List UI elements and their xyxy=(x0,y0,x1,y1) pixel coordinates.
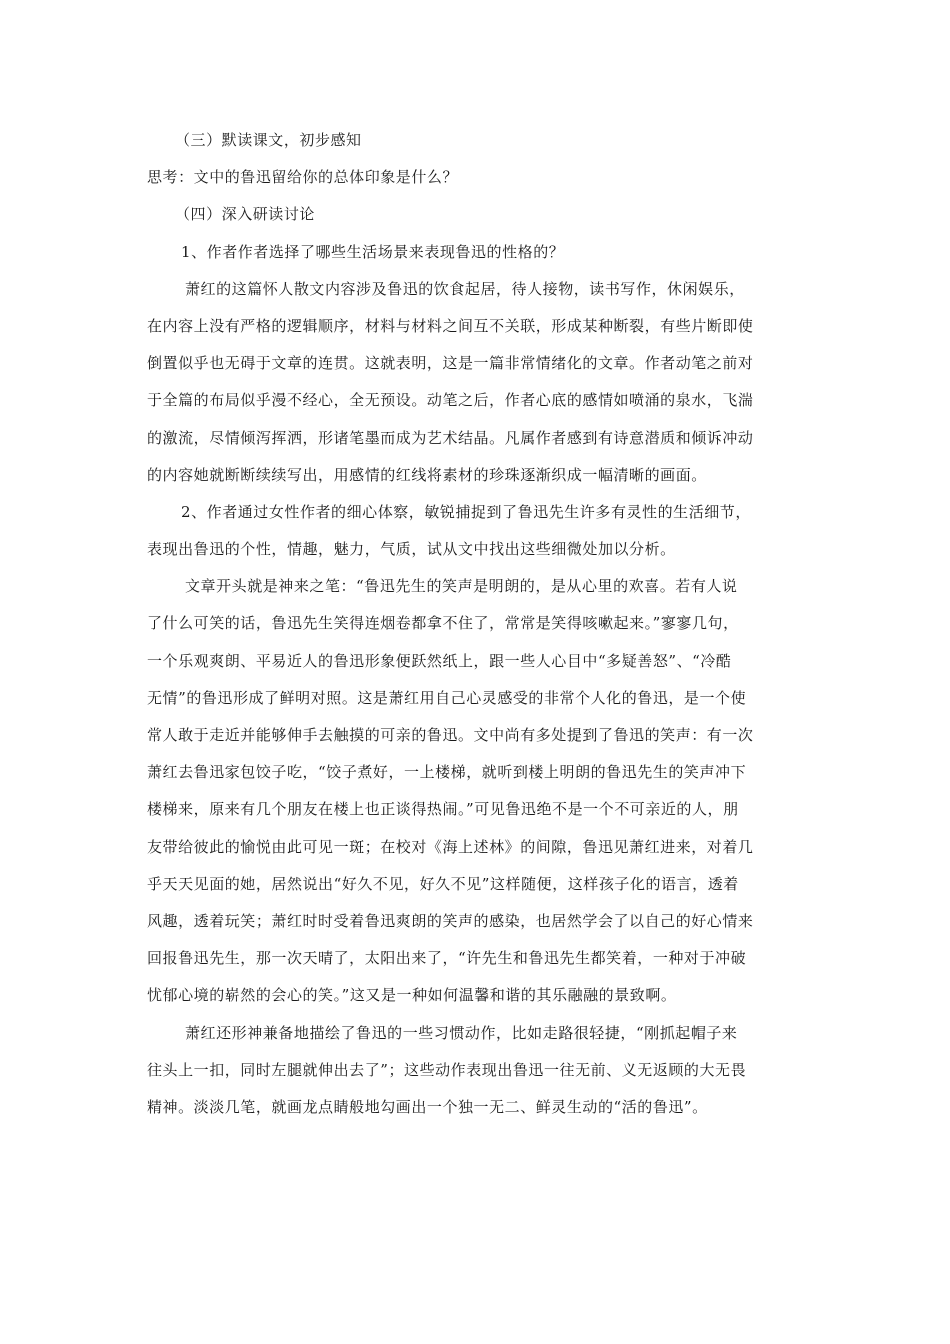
section3-heading: （三）默读课文，初步感知 xyxy=(175,131,362,149)
question-2 xyxy=(147,494,807,568)
paragraph-line: 萧红去鲁迅家包饺子吃，“饺子煮好，一上楼梯，就听到楼上明朗的鲁迅先生的笑声冲下 xyxy=(147,763,747,782)
paragraph-1 xyxy=(147,271,807,494)
paragraph-line: 风趣，透着玩笑；萧红时时受着鲁迅爽朗的笑声的感染，也居然学会了以自己的好心情来 xyxy=(147,911,754,930)
paragraph-line: 文章开头就是神来之笔：“鲁迅先生的笑声是明朗的，是从心里的欢喜。若有人说 xyxy=(185,577,738,596)
paragraph-line: 的内容她就断断续续写出，用感情的红线将素材的珍珠逐渐织成一幅清晰的画面。 xyxy=(147,465,707,484)
paragraph-line: 于全篇的布局似乎漫不经心，全无预设。动笔之后，作者心底的感情如喷涌的泉水，飞湍 xyxy=(147,391,754,410)
paragraph-line: 楼梯来，原来有几个朋友在楼上也正谈得热闹。”可见鲁迅绝不是一个不可亲近的人，朋 xyxy=(147,800,739,819)
paragraph-line: 的激流，尽情倾泻挥洒，形诸笔墨而成为艺术结晶。凡属作者感到有诗意潜质和倾诉冲动 xyxy=(147,428,754,447)
paragraph-line: 萧红还形神兼备地描绘了鲁迅的一些习惯动作，比如走路很轻捷，“刚抓起帽子来 xyxy=(185,1023,738,1042)
question-line: 表现出鲁迅的个性，情趣，魅力，气质，试从文中找出这些细微处加以分析。 xyxy=(147,540,676,559)
paragraph-line: 无情”的鲁迅形成了鲜明对照。这是萧红用自己心灵感受的非常个人化的鲁迅，是一个使 xyxy=(147,688,747,707)
paragraph-2 xyxy=(147,568,807,1014)
section4-heading: （四）深入研读讨论 xyxy=(175,205,315,224)
paragraph-line: 往头上一扣，同时左腿就伸出去了”；这些动作表现出鲁迅一往无前、义无返顾的大无畏 xyxy=(147,1060,747,1079)
paragraph-line: 倒置似乎也无碍于文章的连贯。这就表明，这是一篇非常情绪化的文章。作者动笔之前对 xyxy=(147,354,754,373)
paragraph-line: 回报鲁迅先生，那一次天晴了，太阳出来了，“许先生和鲁迅先生都笑着，一种对于冲破 xyxy=(147,949,747,968)
paragraph-line: 了什么可笑的话，鲁迅先生笑得连烟卷都拿不住了，常常是笑得咳嗽起来。”寥寥几句， xyxy=(147,614,739,633)
paragraph-line: 萧红的这篇怀人散文内容涉及鲁迅的饮食起居，待人接物，读书写作，休闲娱乐， xyxy=(185,279,745,298)
question-line: 2、作者通过女性作者的细心体察，敏锐捕捉到了鲁迅先生许多有灵性的生活细节， xyxy=(181,502,751,521)
paragraph-line: 乎天天见面的她，居然说出“好久不见，好久不见”这样随便，这样孩子化的语言，透着 xyxy=(147,874,739,893)
document-body xyxy=(147,122,807,1126)
paragraph-line: 精神。淡淡几笔，就画龙点睛般地勾画出一个独一无二、鲜灵生动的“活的鲁迅”。 xyxy=(147,1097,708,1116)
paragraph-line: 友带给彼此的愉悦由此可见一斑；在校对《海上述林》的间隙，鲁迅见萧红进来，对着几 xyxy=(147,837,754,856)
paragraph-line: 忧郁心境的崭然的会心的笑。”这又是一种如何温馨和谐的其乐融融的景致啊。 xyxy=(147,986,677,1005)
paragraph-line: 一个乐观爽朗、平易近人的鲁迅形象便跃然纸上，跟一些人心目中“多疑善怒”、“冷酷 xyxy=(147,651,732,670)
section3-question: 思考：文中的鲁迅留给你的总体印象是什么？ xyxy=(147,168,459,187)
paragraph-line: 在内容上没有严格的逻辑顺序，材料与材料之间互不关联，形成某种断裂，有些片断即使 xyxy=(147,316,754,335)
question-1: 1、作者作者选择了哪些生活场景来表现鲁迅的性格的？ xyxy=(181,242,565,261)
paragraph-line: 常人敢于走近并能够伸手去触摸的可亲的鲁迅。文中尚有多处提到了鲁迅的笑声：有一次 xyxy=(147,726,754,744)
paragraph-3 xyxy=(147,1015,807,1127)
